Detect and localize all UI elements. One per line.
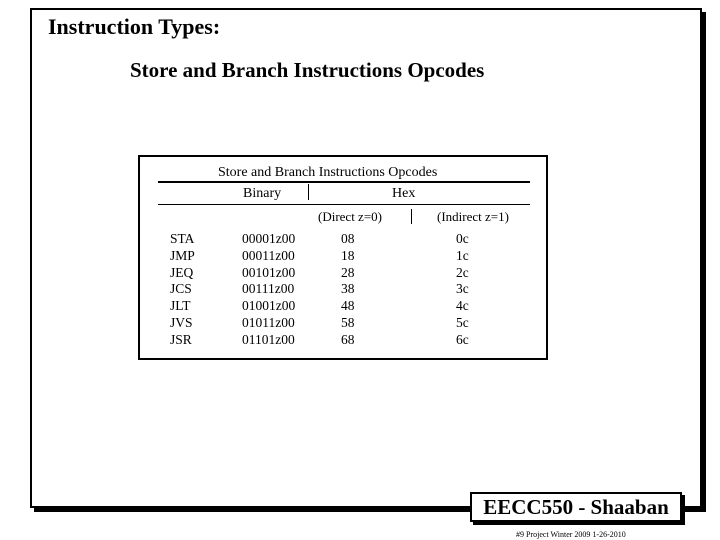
binary-cell: 01011z00 [242,314,295,330]
indirect-hex-cell: 5c [456,314,469,330]
table-caption: Store and Branch Instructions Opcodes [218,165,438,180]
direct-hex-cell: 28 [341,264,355,280]
binary-cell: 00101z00 [242,264,296,280]
indirect-hex-cell: 3c [456,281,469,297]
table-row [140,248,546,265]
mnemonic-cell: JSR [170,331,192,347]
subcolumn-divider [411,209,412,224]
mnemonic-cell: JCS [170,281,192,297]
direct-hex-cell: 38 [341,281,355,297]
binary-cell: 00111z00 [242,281,295,297]
table-rule-header [158,204,530,205]
indirect-hex-cell: 2c [456,264,469,280]
mnemonic-cell: JMP [170,247,195,263]
table-body [140,231,546,349]
indirect-hex-cell: 6c [456,331,469,347]
column-header-direct: (Direct z=0) [318,209,382,224]
column-header-hex: Hex [392,186,416,201]
indirect-hex-cell: 0c [456,231,469,246]
footer-title: EECC550 - Shaaban [483,495,669,519]
binary-cell: 01001z00 [242,298,296,314]
slide-title: Instruction Types: [48,14,221,39]
binary-cell: 00011z00 [242,247,295,263]
table-row [140,298,546,315]
table-rule-top [158,181,530,183]
footer-badge [470,492,682,522]
footer-note: #9 Project Winter 2009 1-26-2010 [516,530,626,539]
column-header-binary: Binary [243,186,282,201]
column-header-indirect: (Indirect z=1) [437,209,509,224]
direct-hex-cell: 08 [341,231,355,246]
binary-cell: 00001z00 [242,231,296,246]
mnemonic-cell: STA [170,231,195,246]
slide-subtitle: Store and Branch Instructions Opcodes [130,58,485,82]
mnemonic-cell: JLT [170,298,191,314]
mnemonic-cell: JEQ [170,264,194,280]
column-divider [308,184,309,200]
indirect-hex-cell: 4c [456,298,469,314]
indirect-hex-cell: 1c [456,247,469,263]
mnemonic-cell: JVS [170,314,193,330]
table-row [140,231,546,248]
direct-hex-cell: 68 [341,331,355,347]
table-row [140,281,546,298]
table-row [140,265,546,282]
direct-hex-cell: 18 [341,247,355,263]
opcode-table [138,155,548,360]
binary-cell: 01101z00 [242,331,295,347]
table-row [140,332,546,349]
direct-hex-cell: 48 [341,298,355,314]
table-row [140,315,546,332]
direct-hex-cell: 58 [341,314,355,330]
